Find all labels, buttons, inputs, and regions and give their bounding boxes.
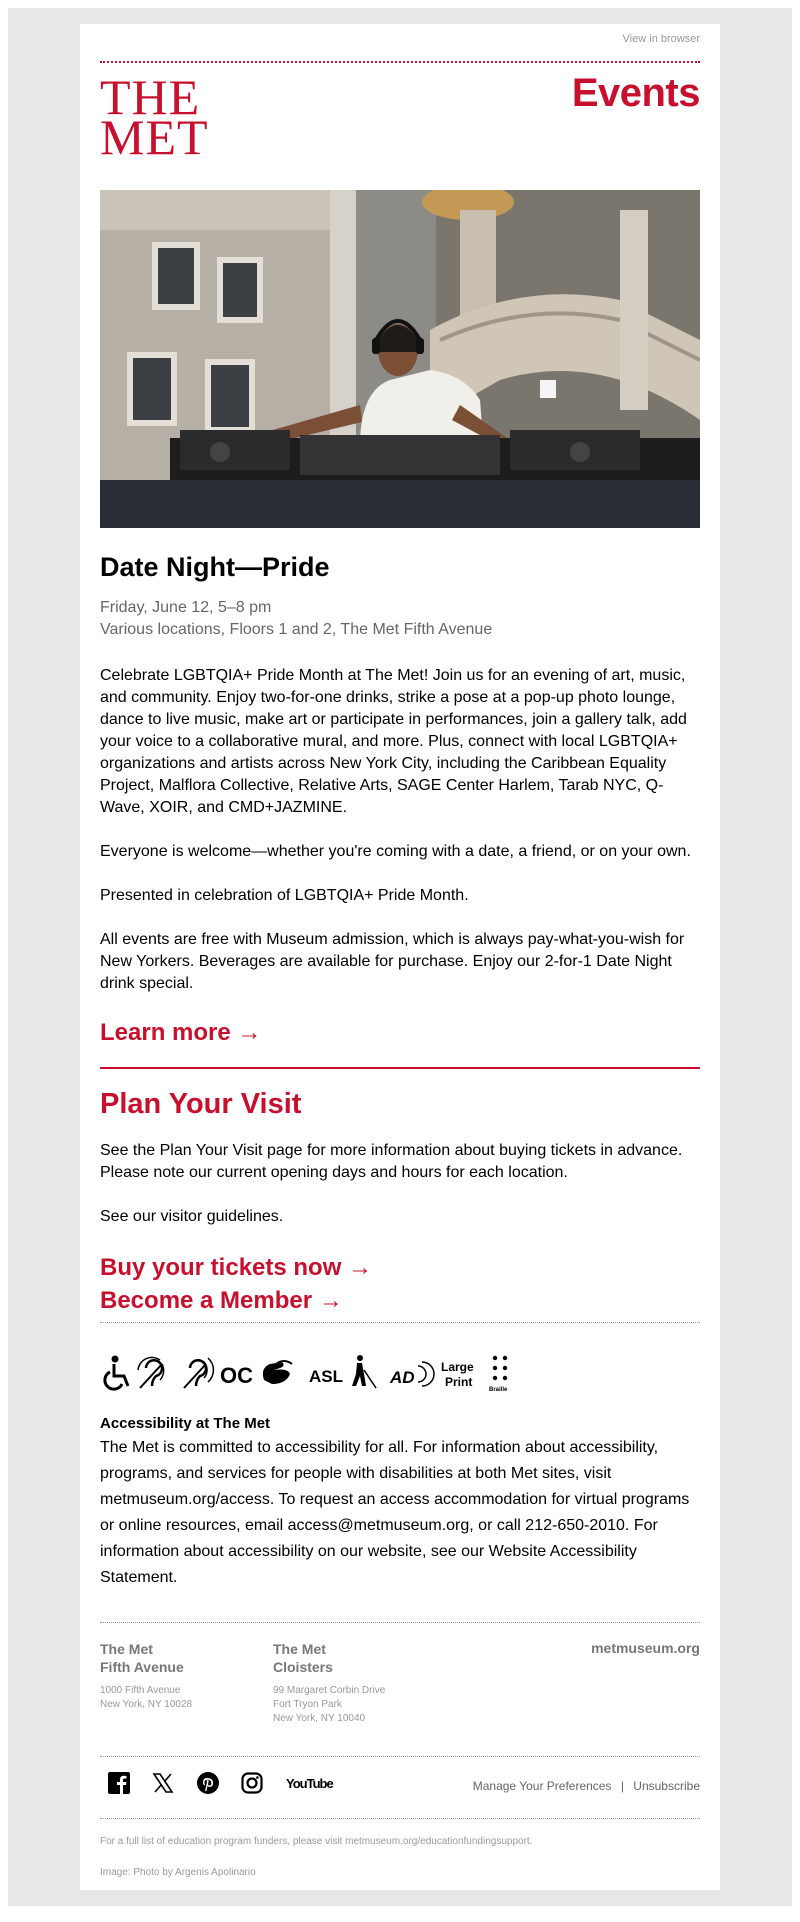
event-title: Date Night—Pride xyxy=(100,552,330,582)
event-welcome: Everyone is welcome—whether you're coming with a date, a friend, or on your own. xyxy=(100,843,691,860)
email-background xyxy=(8,8,792,1906)
metmuseum-link[interactable]: metmuseum.org xyxy=(591,1640,700,1656)
sign-language-icon xyxy=(263,1361,292,1384)
event-presented: Presented in celebration of LGBTQIA+ Pride Month. xyxy=(100,887,469,904)
hearing-loop-icon xyxy=(138,1357,164,1388)
audio-description-icon xyxy=(389,1362,434,1387)
svg-text:Braille: Braille xyxy=(489,1387,508,1393)
asl-icon: ASL xyxy=(309,1367,343,1386)
view-in-browser-link[interactable]: View in browser xyxy=(622,33,700,45)
met-logo[interactable] xyxy=(100,69,209,165)
hero-photo-illustration xyxy=(100,190,700,528)
pinterest-icon[interactable] xyxy=(197,1772,219,1799)
social-links xyxy=(108,1772,338,1798)
open-captions-icon: OC xyxy=(220,1363,253,1388)
blind-cane-icon xyxy=(352,1355,376,1388)
unsubscribe-link[interactable]: Unsubscribe xyxy=(633,1779,700,1793)
footer-cloisters-title: The Met Cloisters xyxy=(273,1641,333,1675)
wheelchair-icon xyxy=(105,1356,128,1390)
section-divider xyxy=(100,1067,700,1069)
hero-image[interactable] xyxy=(100,190,700,528)
footer-cloisters-address: 99 Margaret Corbin Drive Fort Tryon Park New York, NY 10040 xyxy=(273,1685,386,1724)
accessibility-icons xyxy=(100,1354,540,1394)
footer-divider-top xyxy=(100,1622,700,1623)
event-description: Celebrate LGBTQIA+ Pride Month at The Met! Join us for an evening of art, music, and community. Enjoy two-for-one drinks, strike a pose at a pop-up photo lounge, dance to live music, make art or participate in performances, join a gallery talk, add your voice to a collaborative mural, and more. Plus, connect with local LGBTQIA+ organizations and artists across New York City, including the Caribbean Equality Project, Malflora Collective, Relative Arts, SAGE Center Harlem, Tarab NYC, Q-Wave, XOIR, and CMD+JAZMINE. xyxy=(100,667,687,816)
accessibility-divider xyxy=(100,1322,700,1323)
funders-note: For a full list of education program funders, please visit metmuseum.org/educationfundingsupport. xyxy=(100,1836,533,1847)
become-member-link[interactable]: Become a Member → xyxy=(100,1287,343,1314)
accessibility-title: Accessibility at The Met xyxy=(100,1415,271,1432)
manage-preferences-link[interactable]: Manage Your Preferences xyxy=(472,1779,612,1793)
footer-fifth-title: The Met Fifth Avenue xyxy=(100,1641,184,1675)
x-icon[interactable] xyxy=(152,1772,174,1799)
svg-text:YouTube: YouTube xyxy=(285,1776,333,1791)
logo-line-1: THE xyxy=(100,69,201,125)
visitor-guidelines-text[interactable]: See our visitor guidelines. xyxy=(100,1208,284,1225)
braille-icon xyxy=(489,1356,508,1393)
youtube-icon[interactable] xyxy=(286,1772,338,1799)
facebook-icon[interactable] xyxy=(108,1772,130,1799)
email-card xyxy=(80,24,720,1890)
footer-fifth-address: 1000 Fifth Avenue New York, NY 10028 xyxy=(100,1685,193,1710)
large-print-icon xyxy=(441,1360,474,1389)
instagram-icon[interactable] xyxy=(241,1772,263,1799)
svg-text:AD: AD xyxy=(390,1368,415,1387)
assistive-listening-icon xyxy=(184,1358,213,1388)
header-divider xyxy=(100,61,700,63)
accessibility-text: The Met is committed to accessibility for all. For information about accessibility, programs, and services for people with disabilities at both Met sites, visit metmuseum.org/access. To request an access accommodation for virtual programs or online resources, email access@metmuseum.org, or call 212-650-2010. For information about accessibility on our website, see our Website Accessibility Statement. xyxy=(100,1439,690,1586)
footer-divider-bottom xyxy=(100,1818,700,1819)
plan-visit-text: See the Plan Your Visit page for more information about buying tickets in advance. Please note our current opening days and hours for each location. xyxy=(100,1142,683,1181)
logo-line-2: MET xyxy=(100,109,209,165)
footer-divider-middle xyxy=(100,1756,700,1757)
event-location: Various locations, Floors 1 and 2, The Met Fifth Avenue xyxy=(100,621,493,638)
section-title: Events xyxy=(571,71,700,115)
event-date: Friday, June 12, 5–8 pm xyxy=(100,599,272,616)
buy-tickets-link[interactable]: Buy your tickets now → xyxy=(100,1254,373,1281)
plan-visit-title: Plan Your Visit xyxy=(100,1088,302,1120)
learn-more-link[interactable]: Learn more → xyxy=(100,1019,262,1046)
svg-text:Print: Print xyxy=(445,1375,473,1389)
event-admission: All events are free with Museum admission, which is always pay-what-you-wish for New Yorkers. Beverages are available for purchase. Enjoy our 2-for-1 Date Night drink special. xyxy=(100,931,685,992)
footer-preferences xyxy=(473,1779,700,1793)
footer-separator: | xyxy=(620,1779,624,1793)
image-credit: Image: Photo by Argenis Apolinario xyxy=(100,1867,256,1878)
svg-text:Large: Large xyxy=(441,1360,474,1374)
